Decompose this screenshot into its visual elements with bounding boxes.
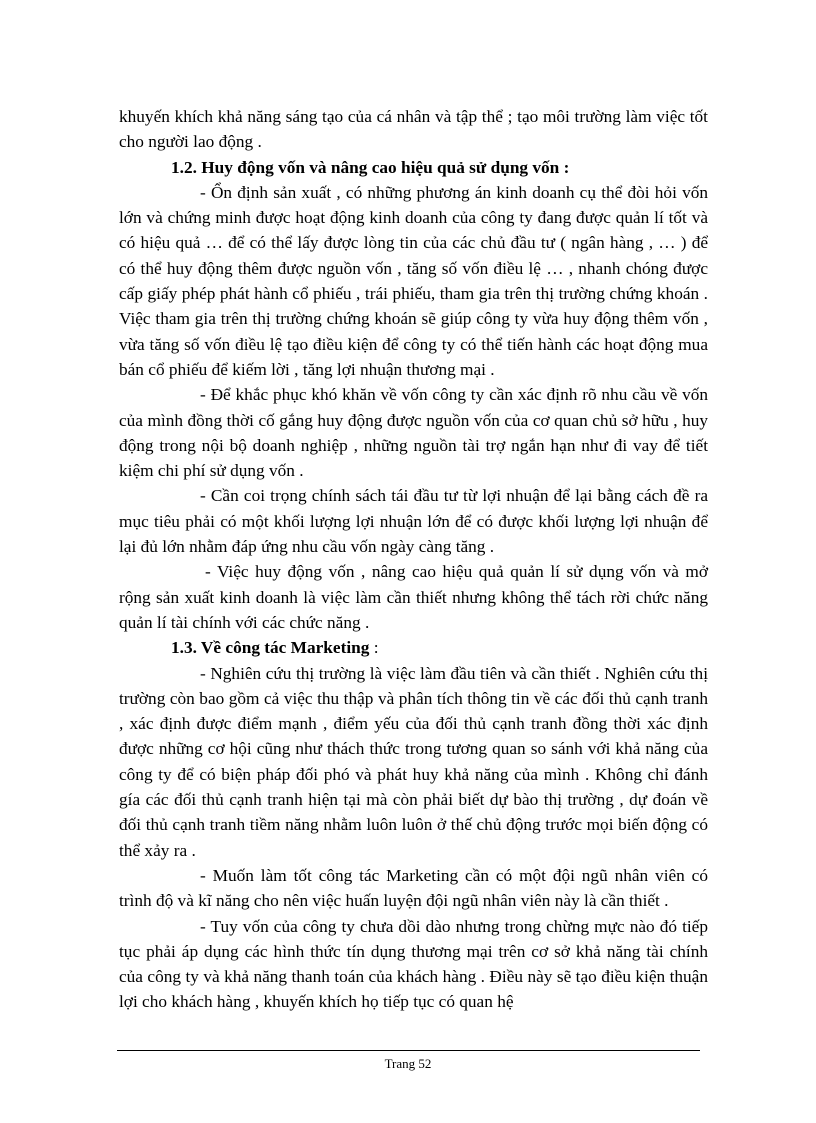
section-title-1-2: 1.2. Huy động vốn và nâng cao hiệu quả sử dụng vốn : <box>171 157 570 177</box>
section-heading-1-3 <box>119 635 708 660</box>
paragraph-1-3-1: - Nghiên cứu thị trường là việc làm đầu tiên và cần thiết . Nghiên cứu thị trường còn bao gồm cả việc thu thập và phân tích thông tin về các đối thủ cạnh tranh , xác định được điểm mạnh , điểm yếu của đối thủ cạnh tranh đồng thời xác định được những cơ hội cũng như thách thức trong tương quan so sánh với khả năng của công ty để có biện pháp đối phó và phát huy khả năng của mình . Không chỉ đánh gía các đối thủ cạnh tranh hiện tại mà còn phải biết dự bào thị trường , dự đoán về đối thủ cạnh tranh tiềm năng nhằm luôn luôn ở thế chủ động trước mọi biến động có thể xảy ra . <box>119 663 708 860</box>
paragraph-1-2-1: - Ổn định sản xuất , có những phương án kinh doanh cụ thể đòi hỏi vốn lớn và chứng minh được hoạt động kinh doanh của công ty đang được quản lí tốt và có hiệu quả … để có thể lấy được lòng tin của các chủ đầu tư ( ngân hàng , … ) để có thể huy động thêm được nguồn vốn , tăng số vốn điều lệ … , nhanh chóng được cấp giấy phép phát hành cổ phiếu , trái phiếu, tham gia trên thị trường chứng khoán . Việc tham gia trên thị trường chứng khoán sẽ giúp công ty vừa huy động thêm vốn , vừa tăng số vốn điều lệ tạo điều kiện để công ty có thể tiến hành các hoạt động mua bán cổ phiếu để kiếm lời , tăng lợi nhuận thương mại . <box>119 182 708 379</box>
document-body <box>119 104 708 1015</box>
paragraph-1-3-3: - Tuy vốn của công ty chưa dồi dào nhưng trong chừng mực nào đó tiếp tục phải áp dụng các hình thức tín dụng thương mại trên cơ sở khả năng tài chính của công ty và khả năng thanh toán của khách hàng . Điều này sẽ tạo điều kiện thuận lợi cho khách hàng , khuyến khích họ tiếp tục có quan hệ <box>119 916 708 1012</box>
paragraph-1-2-2: - Để khắc phục khó khăn về vốn công ty cần xác định rõ nhu cầu về vốn của mình đồng thời cố gắng huy động được nguồn vốn của cơ quan chủ sở hữu , huy động trong nội bộ doanh nghiệp , những nguồn tài trợ ngắn hạn như đi vay để tiết kiệm chi phí sử dụng vốn . <box>119 385 708 481</box>
page-number: Trang 52 <box>384 1056 432 1071</box>
intro-paragraph: khuyến khích khả năng sáng tạo của cá nhân và tập thể ; tạo môi trường làm việc tốt cho người lao động . <box>119 107 708 152</box>
paragraph-1-2-4: - Việc huy động vốn , nâng cao hiệu quả quản lí sử dụng vốn và mở rộng sản xuất kinh doanh là việc làm cần thiết nhưng không thể tách rời chức năng quản lí tài chính với các chức năng . <box>119 562 708 632</box>
section-heading-1-2 <box>119 155 708 180</box>
section-title-1-3: 1.3. Về công tác Marketing <box>171 638 370 658</box>
section-title-1-3-colon: : <box>369 638 379 658</box>
paragraph-1-3-2: - Muốn làm tốt công tác Marketing cần có một đội ngũ nhân viên có trình độ và kĩ năng cho nên việc huấn luyện đội ngũ nhân viên này là cần thiết . <box>119 865 708 911</box>
paragraph-1-2-3: - Cần coi trọng chính sách tái đầu tư từ lợi nhuận để lại bằng cách đề ra mục tiêu phải có một khối lượng lợi nhuận lớn để có được khối lượng lợi nhuận để lại đủ lớn nhằm đáp ứng nhu cầu vốn ngày càng tăng . <box>119 486 708 557</box>
footer-divider <box>117 1050 700 1051</box>
